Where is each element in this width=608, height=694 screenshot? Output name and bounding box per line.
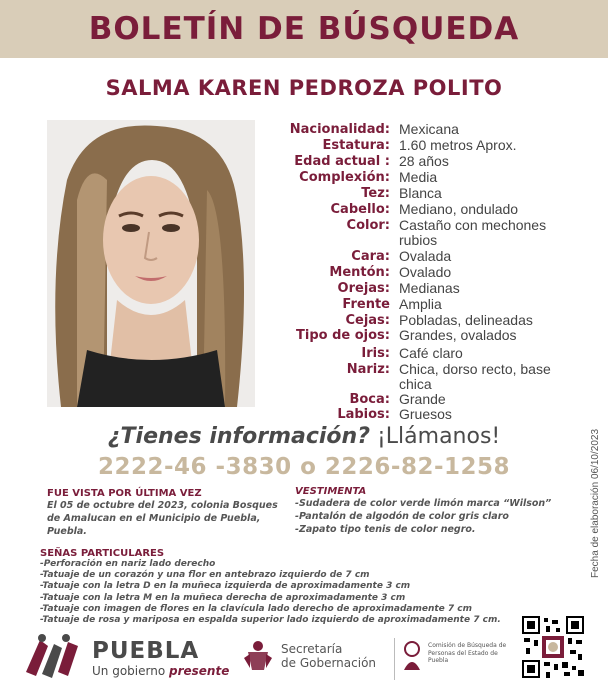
last-seen-section bbox=[47, 488, 287, 538]
detail-value: Ovalado bbox=[399, 264, 452, 280]
comision-busqueda-text: Comisión de Búsqueda de Personas del Estado de Puebla bbox=[428, 642, 507, 664]
detail-label: Complexión: bbox=[299, 170, 390, 185]
header-banner bbox=[0, 0, 608, 58]
detail-label: Estatura: bbox=[322, 138, 390, 153]
tagline-start: Un gobierno bbox=[92, 664, 169, 678]
detail-label: Labios: bbox=[337, 407, 390, 422]
detail-label: Boca: bbox=[349, 392, 390, 407]
detail-value: Castaño con mechones rubios bbox=[399, 217, 547, 248]
marks-title: SEÑAS PARTICULARES bbox=[40, 548, 165, 559]
detail-label: Frente bbox=[342, 297, 390, 312]
detail-label: Cejas: bbox=[345, 313, 390, 328]
phone-numbers[interactable]: 2222-46 -3830 o 2226-82-1258 bbox=[97, 454, 511, 480]
detail-label: Color: bbox=[346, 218, 390, 233]
cta-question: ¿Tienes información? bbox=[107, 424, 370, 449]
footer-logos bbox=[0, 628, 608, 694]
puebla-logo bbox=[22, 632, 230, 682]
detail-value: Café claro bbox=[399, 345, 463, 361]
call-to-action bbox=[0, 424, 608, 449]
bulletin-title: BOLETÍN DE BÚSQUEDA bbox=[88, 11, 520, 47]
detail-value: Ovalada bbox=[399, 248, 452, 264]
mark-item: -Tatuaje de rosa y mariposa en espalda superior lado izquierdo de aproximadamente 7 cm. bbox=[40, 615, 501, 626]
clothing-item: -Pantalón de algodón de color gris claro bbox=[295, 511, 509, 522]
footer-divider bbox=[394, 638, 395, 680]
last-seen-title: FUE VISTA POR ÚLTIMA VEZ bbox=[47, 488, 202, 499]
clothing-section bbox=[295, 486, 575, 536]
detail-label: Tipo de ojos: bbox=[296, 328, 390, 343]
clothing-item: -Zapato tipo tenis de color negro. bbox=[295, 524, 476, 535]
detail-value: Amplia bbox=[399, 296, 442, 312]
detail-value: 28 años bbox=[399, 153, 449, 169]
detail-value: Mexicana bbox=[399, 121, 459, 137]
detail-value: Mediano, ondulado bbox=[399, 201, 519, 217]
distinguishing-marks-section bbox=[40, 548, 510, 626]
detail-label: Tez: bbox=[361, 186, 390, 201]
gobernacion-line-1: Secretaría bbox=[281, 642, 343, 656]
mark-item: -Tatuaje con la letra D en la muñeca izquierda de aproximadamente 3 cm bbox=[40, 581, 411, 592]
detail-label: Cabello: bbox=[330, 202, 390, 217]
detail-value: Grande bbox=[399, 391, 446, 407]
detail-value: Medianas bbox=[399, 280, 460, 296]
gobernacion-text bbox=[281, 642, 376, 670]
tagline-emphasis: presente bbox=[168, 664, 230, 678]
mark-item: -Tatuaje con imagen de flores en la clavícula lado derecho de aproximadamente 7 cm bbox=[40, 603, 473, 614]
person-portrait-illustration bbox=[47, 120, 255, 407]
clothing-title: VESTIMENTA bbox=[295, 486, 367, 497]
last-seen-text: El 05 de octubre del 2023, colonia Bosques de Amalucan en el Municipio de Puebla, Puebla. bbox=[47, 500, 278, 537]
puebla-emblem-icon bbox=[22, 632, 86, 680]
detail-label: Iris: bbox=[361, 346, 390, 361]
detail-value: Blanca bbox=[399, 185, 442, 201]
detail-value: 1.60 metros Aprox. bbox=[399, 137, 517, 153]
detail-label: Nacionalidad: bbox=[289, 122, 390, 137]
clothing-item: -Sudadera de color verde limón marca “Wilson” bbox=[295, 498, 552, 509]
mark-item: -Tatuaje de un corazón y una flor en antebrazo izquierdo de 7 cm bbox=[40, 570, 370, 581]
detail-label: Cara: bbox=[351, 249, 390, 264]
elaboration-date: Fecha de elaboración 06/10/2023 bbox=[590, 428, 601, 578]
detail-value: Grandes, ovalados bbox=[399, 327, 517, 343]
detail-value: Media bbox=[399, 169, 438, 185]
missing-person-name: SALMA KAREN PEDROZA POLITO bbox=[105, 76, 503, 100]
gobernacion-line-2: de Gobernación bbox=[281, 656, 377, 670]
person-photo bbox=[47, 120, 255, 407]
detail-value: Pobladas, delineadas bbox=[399, 312, 533, 328]
mark-item: -Tatuaje con la letra M en la muñeca derecha de aproximadamente 3 cm bbox=[40, 592, 406, 603]
comision-busqueda-emblem-icon bbox=[400, 640, 424, 672]
detail-label: Orejas: bbox=[337, 281, 390, 296]
mark-item: -Perforación en nariz lado derecho bbox=[40, 559, 216, 569]
cta-call: ¡Llámanos! bbox=[369, 424, 501, 449]
qr-code-icon[interactable] bbox=[520, 614, 586, 680]
detail-value: Gruesos bbox=[399, 406, 452, 422]
puebla-wordmark: PUEBLA bbox=[92, 638, 200, 664]
detail-label: Mentón: bbox=[329, 265, 390, 280]
puebla-tagline bbox=[92, 664, 229, 678]
gobernacion-emblem-icon bbox=[242, 638, 274, 672]
detail-value: Chica, dorso recto, base chica bbox=[399, 361, 551, 392]
detail-label: Nariz: bbox=[346, 362, 390, 377]
detail-label: Edad actual : bbox=[294, 154, 390, 169]
